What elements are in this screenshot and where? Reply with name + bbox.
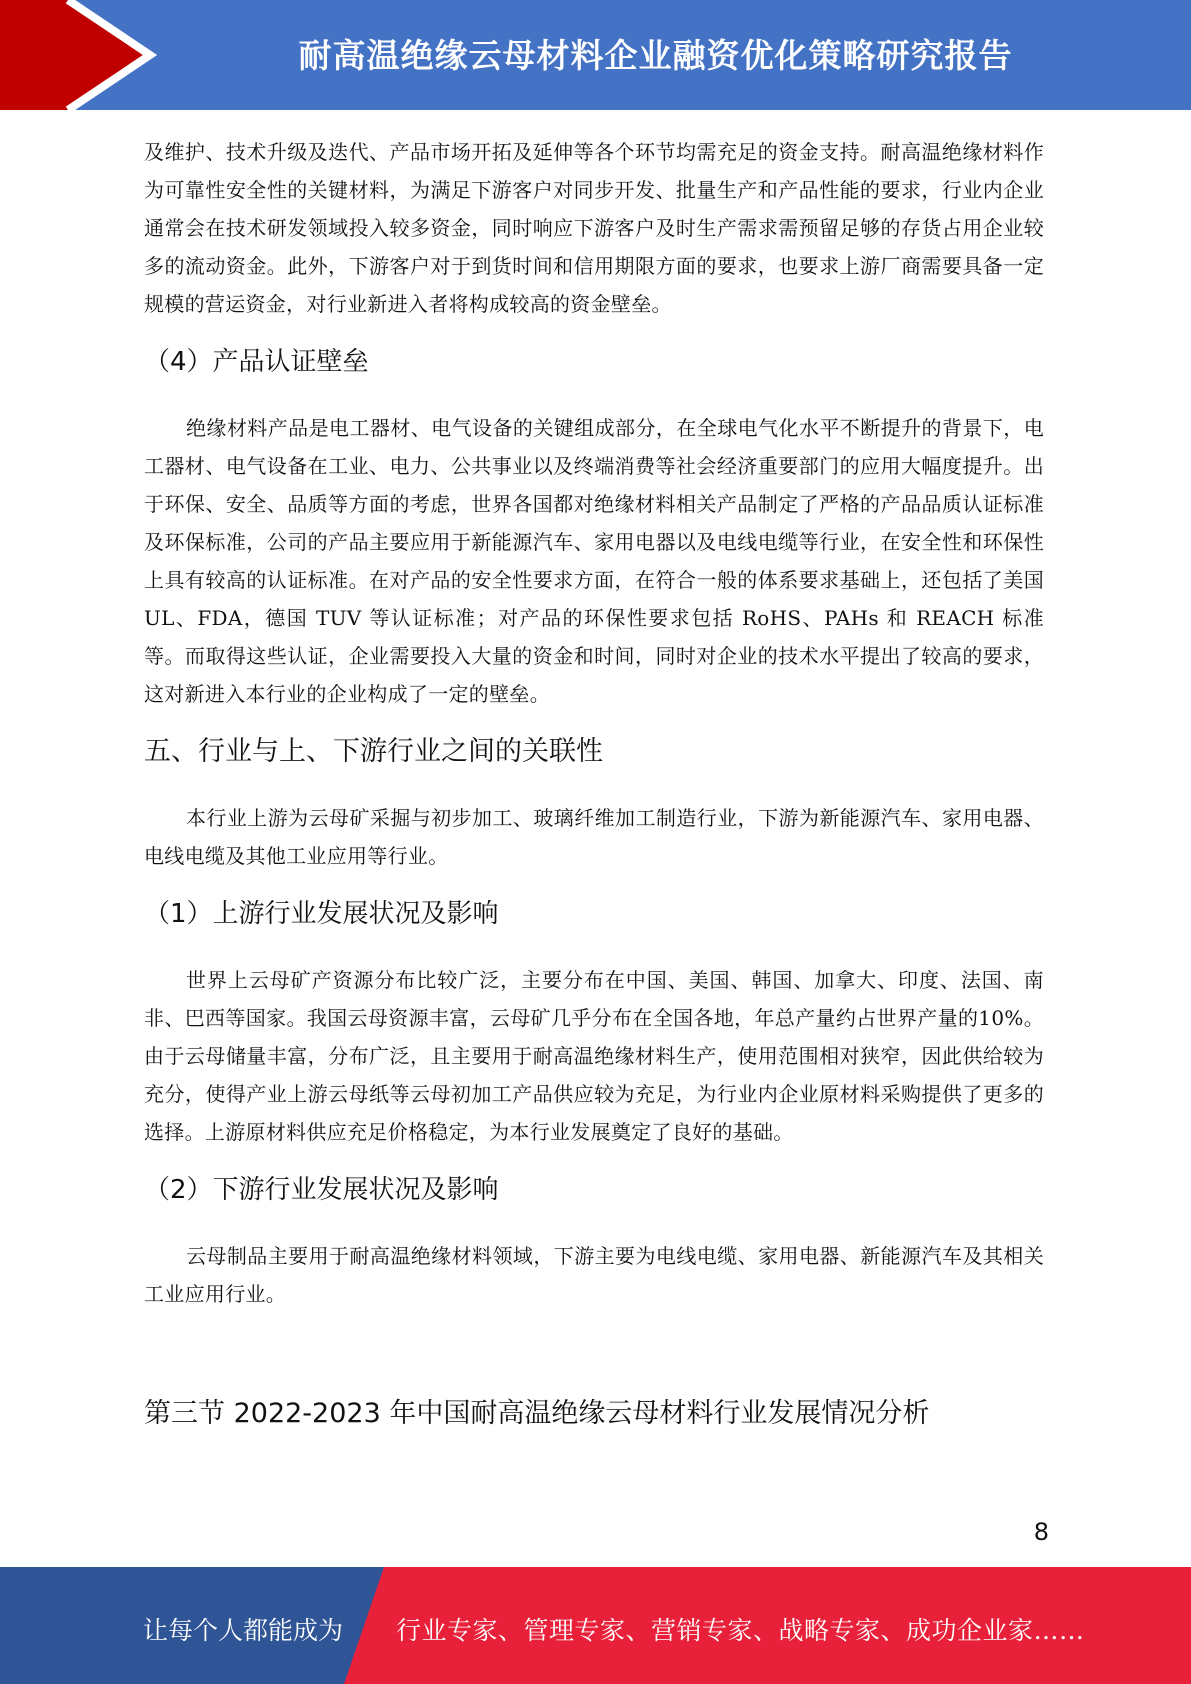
paragraph-certification-barrier: 绝缘材料产品是电工器材、电气设备的关键组成部分，在全球电气化水平不断提升的背景下，电工器材、电气设备在工业、电力、公共事业以及终端消费等社会经济重要部门的应用大幅度提升。出于环保、安全、品质等方面的考虑，世界各国都对绝缘材料相关产品制定了严格的产品品质认证标准及环保标准，公司的产品主要应用于新能源汽车、家用电器以及电线电缆等行业，在安全性和环保性上具有较高的认证标准。在对产品的安全性要求方面，在符合一般的体系要求基础上，还包括了美国 UL、FDA，德国 TUV 等认证标准；对产品的环保性要求包括 RoHS、PAHs 和 REACH 标准等。而取得这些认证，企业需要投入大量的资金和时间，同时对企业的技术水平提出了较高的要求，这对新进入本行业的企业构成了一定的壁垒。 <box>144 416 1044 706</box>
report-title: 耐高温绝缘云母材料企业融资优化策略研究报告 <box>298 36 1013 75</box>
page-footer <box>0 1567 1191 1684</box>
page-content <box>144 133 1044 1461</box>
paragraph-capital-barrier: 及维护、技术升级及迭代、产品市场开拓及延伸等各个环节均需充足的资金支持。耐高温绝缘材料作为可靠性安全性的关键材料，为满足下游客户对同步开发、批量生产和产品性能的要求，行业内企业通常会在技术研发领域投入较多资金，同时响应下游客户及时生产需求需预留足够的存货占用企业较多的流动资金。此外，下游客户对于到货时间和信用期限方面的要求，也要求上游厂商需要具备一定规模的营运资金，对行业新进入者将构成较高的资金壁垒。 <box>144 140 1044 316</box>
heading-section-five: 五、行业与上、下游行业之间的关联性 <box>144 736 603 767</box>
footer-slogan-right: 行业专家、管理专家、营销专家、战略专家、成功企业家…… <box>396 1616 1085 1645</box>
footer-slogan-left: 让每个人都能成为 <box>143 1616 344 1645</box>
page-number: 8 <box>1033 1518 1049 1546</box>
heading-upstream: （1）上游行业发展状况及影响 <box>144 899 499 929</box>
heading-certification-barrier: （4）产品认证壁垒 <box>144 347 369 377</box>
heading-downstream: （2）下游行业发展状况及影响 <box>144 1175 499 1205</box>
heading-section-three: 第三节 2022-2023 年中国耐高温绝缘云母材料行业发展情况分析 <box>144 1398 930 1429</box>
paragraph-downstream: 云母制品主要用于耐高温绝缘材料领域，下游主要为电线电缆、家用电器、新能源汽车及其相关工业应用行业。 <box>144 1244 1044 1306</box>
paragraph-industry-chain: 本行业上游为云母矿采掘与初步加工、玻璃纤维加工制造行业，下游为新能源汽车、家用电器、电线电缆及其他工业应用等行业。 <box>144 806 1044 868</box>
paragraph-upstream: 世界上云母矿产资源分布比较广泛，主要分布在中国、美国、韩国、加拿大、印度、法国、南非、巴西等国家。我国云母资源丰富，云母矿几乎分布在全国各地，年总产量约占世界产量的10%。由于云母储量丰富，分布广泛，且主要用于耐高温绝缘材料生产，使用范围相对狭窄，因此供给较为充分，使得产业上游云母纸等云母初加工产品供应较为充足，为行业内企业原材料采购提供了更多的选择。上游原材料供应充足价格稳定，为本行业发展奠定了良好的基础。 <box>144 968 1044 1144</box>
page-header <box>0 0 1191 110</box>
